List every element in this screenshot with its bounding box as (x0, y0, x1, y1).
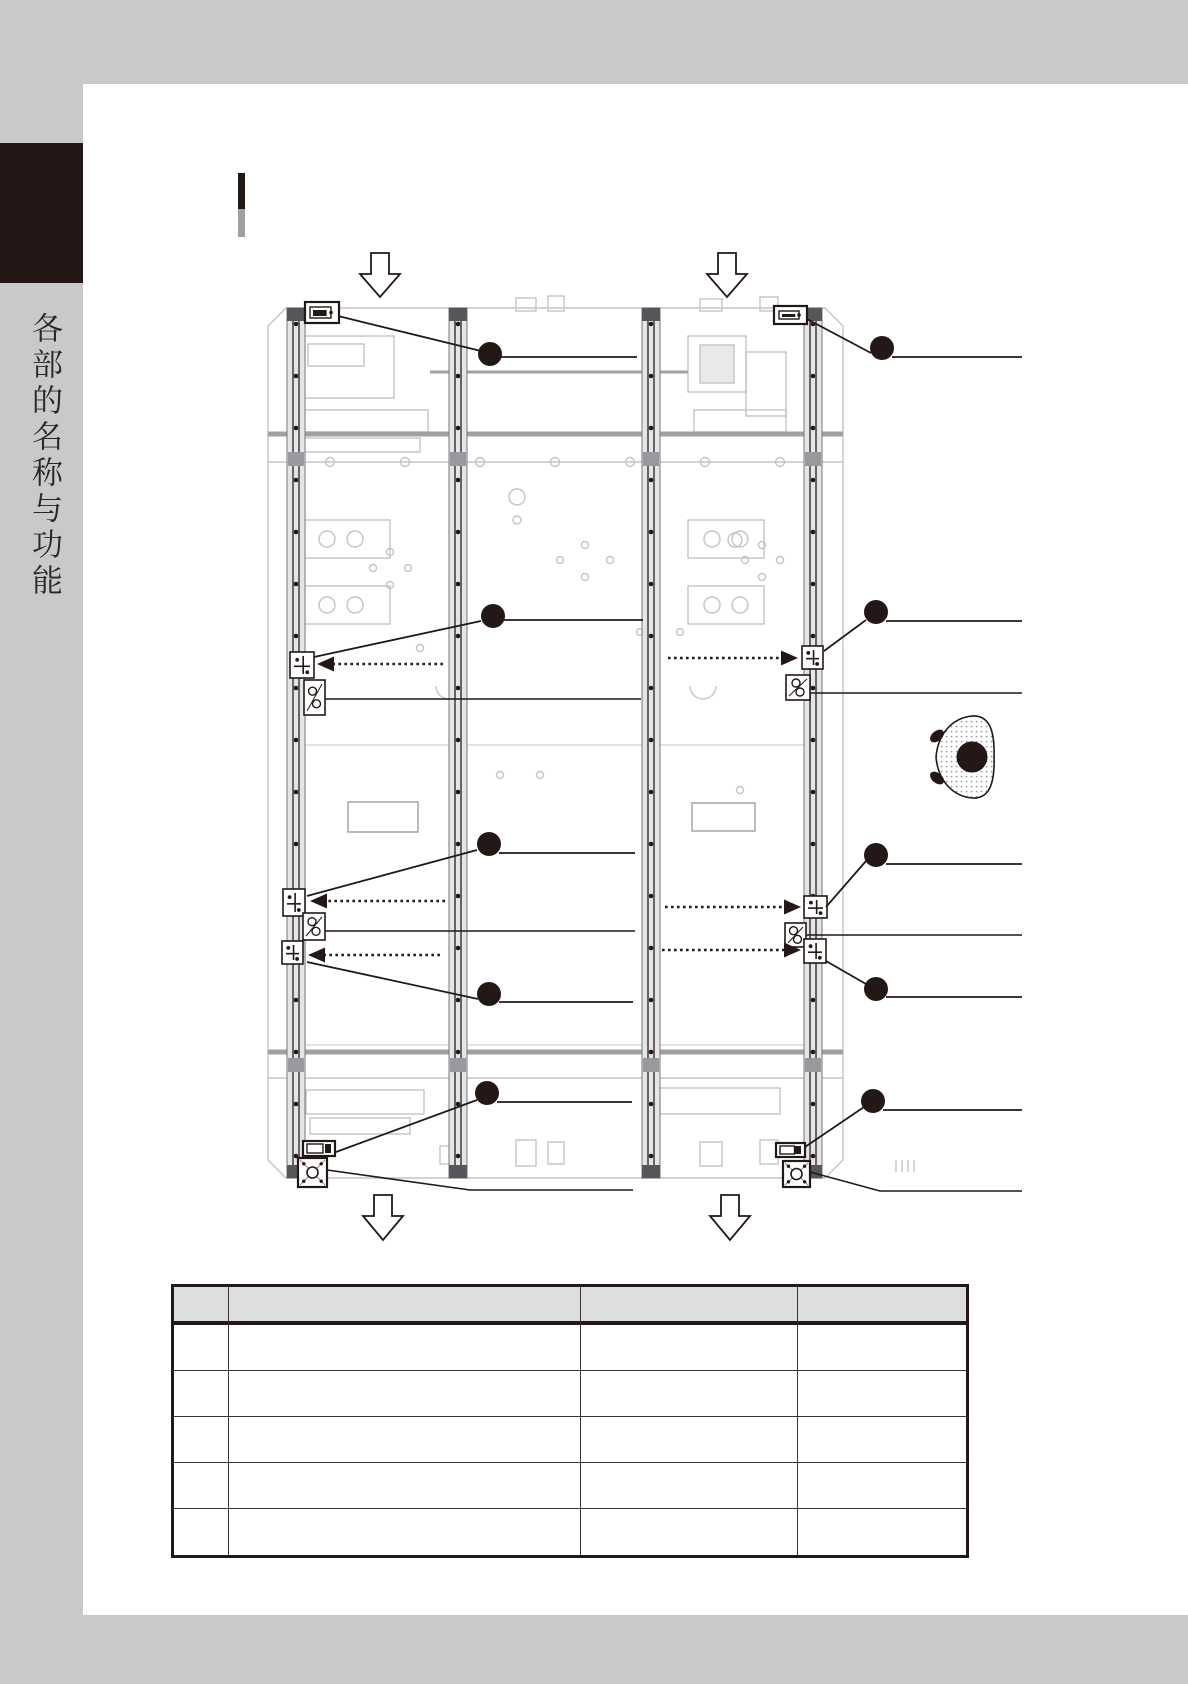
table-cell (798, 1325, 966, 1371)
callout-right-3 (826, 843, 1022, 907)
table-row (174, 1371, 966, 1417)
botlabel-component (303, 1141, 335, 1156)
callout-dot-left-5 (475, 1081, 499, 1105)
table-cell (798, 1509, 966, 1555)
pulley-component (304, 680, 325, 715)
table-cell (581, 1325, 798, 1371)
flow-arrow-icon-top-left (360, 253, 400, 297)
table-cell (229, 1417, 581, 1463)
table-header-cell (174, 1287, 229, 1325)
sidebar-vertical-title: 各部的名称与功能 (26, 312, 62, 600)
callout-dot-right-3 (864, 843, 888, 867)
callout-dot-right-1 (870, 336, 894, 360)
callout-dot-left-3 (477, 832, 501, 856)
table-header-cell (581, 1287, 798, 1325)
table-cell (229, 1509, 581, 1555)
table-row (174, 1509, 966, 1555)
botlabel-component (776, 1143, 805, 1157)
operator-icon (928, 716, 994, 798)
table-cell (581, 1371, 798, 1417)
table-cell (174, 1463, 229, 1509)
toplabel-component (774, 306, 807, 324)
parts-table (171, 1284, 969, 1558)
callout-right-4 (826, 961, 1022, 1001)
callout-dot-right-4 (864, 977, 888, 1001)
flow-arrow-icon-bottom-left (363, 1195, 403, 1240)
table-cell (798, 1463, 966, 1509)
callout-dot-right-5 (861, 1089, 885, 1113)
callout-dot-left-1 (478, 342, 502, 366)
callout-dot-left-4 (477, 982, 501, 1006)
latch-component (282, 941, 303, 964)
flow-arrow-icon-bottom-right (710, 1195, 750, 1240)
pulley-component (786, 675, 810, 700)
latch-component (283, 889, 305, 916)
latch-component (290, 652, 314, 678)
table-cell (229, 1463, 581, 1509)
table-row (174, 1463, 966, 1509)
table-row (174, 1325, 966, 1371)
xbox-component (298, 1158, 327, 1187)
table-cell (229, 1371, 581, 1417)
table-cell (174, 1371, 229, 1417)
table-row (174, 1417, 966, 1463)
component-leader-line (810, 1172, 1022, 1191)
toplabel-component (305, 302, 339, 323)
latch-component (802, 646, 823, 669)
rail (642, 308, 660, 1178)
rail (449, 308, 467, 1178)
operator-head (957, 742, 988, 773)
table-cell (581, 1417, 798, 1463)
table-cell (798, 1417, 966, 1463)
table-cell (174, 1417, 229, 1463)
table-header-row (174, 1287, 966, 1325)
flow-arrow-icon-top-right (707, 253, 747, 297)
rail (287, 308, 305, 1178)
rail (804, 308, 822, 1178)
latch-component (804, 896, 827, 918)
pulley-component (303, 913, 325, 940)
table-cell (229, 1325, 581, 1371)
pulley-component (785, 923, 806, 947)
table-header-cell (229, 1287, 581, 1325)
table-header-cell (798, 1287, 966, 1325)
table-cell (174, 1509, 229, 1555)
table-cell (581, 1463, 798, 1509)
callout-dot-left-2 (481, 604, 505, 628)
xbox-component (783, 1161, 810, 1187)
callout-dot-right-2 (864, 600, 888, 624)
table-cell (174, 1325, 229, 1371)
table-cell (581, 1509, 798, 1555)
latch-component (804, 939, 826, 963)
callout-right-2 (824, 600, 1022, 651)
table-cell (798, 1371, 966, 1417)
